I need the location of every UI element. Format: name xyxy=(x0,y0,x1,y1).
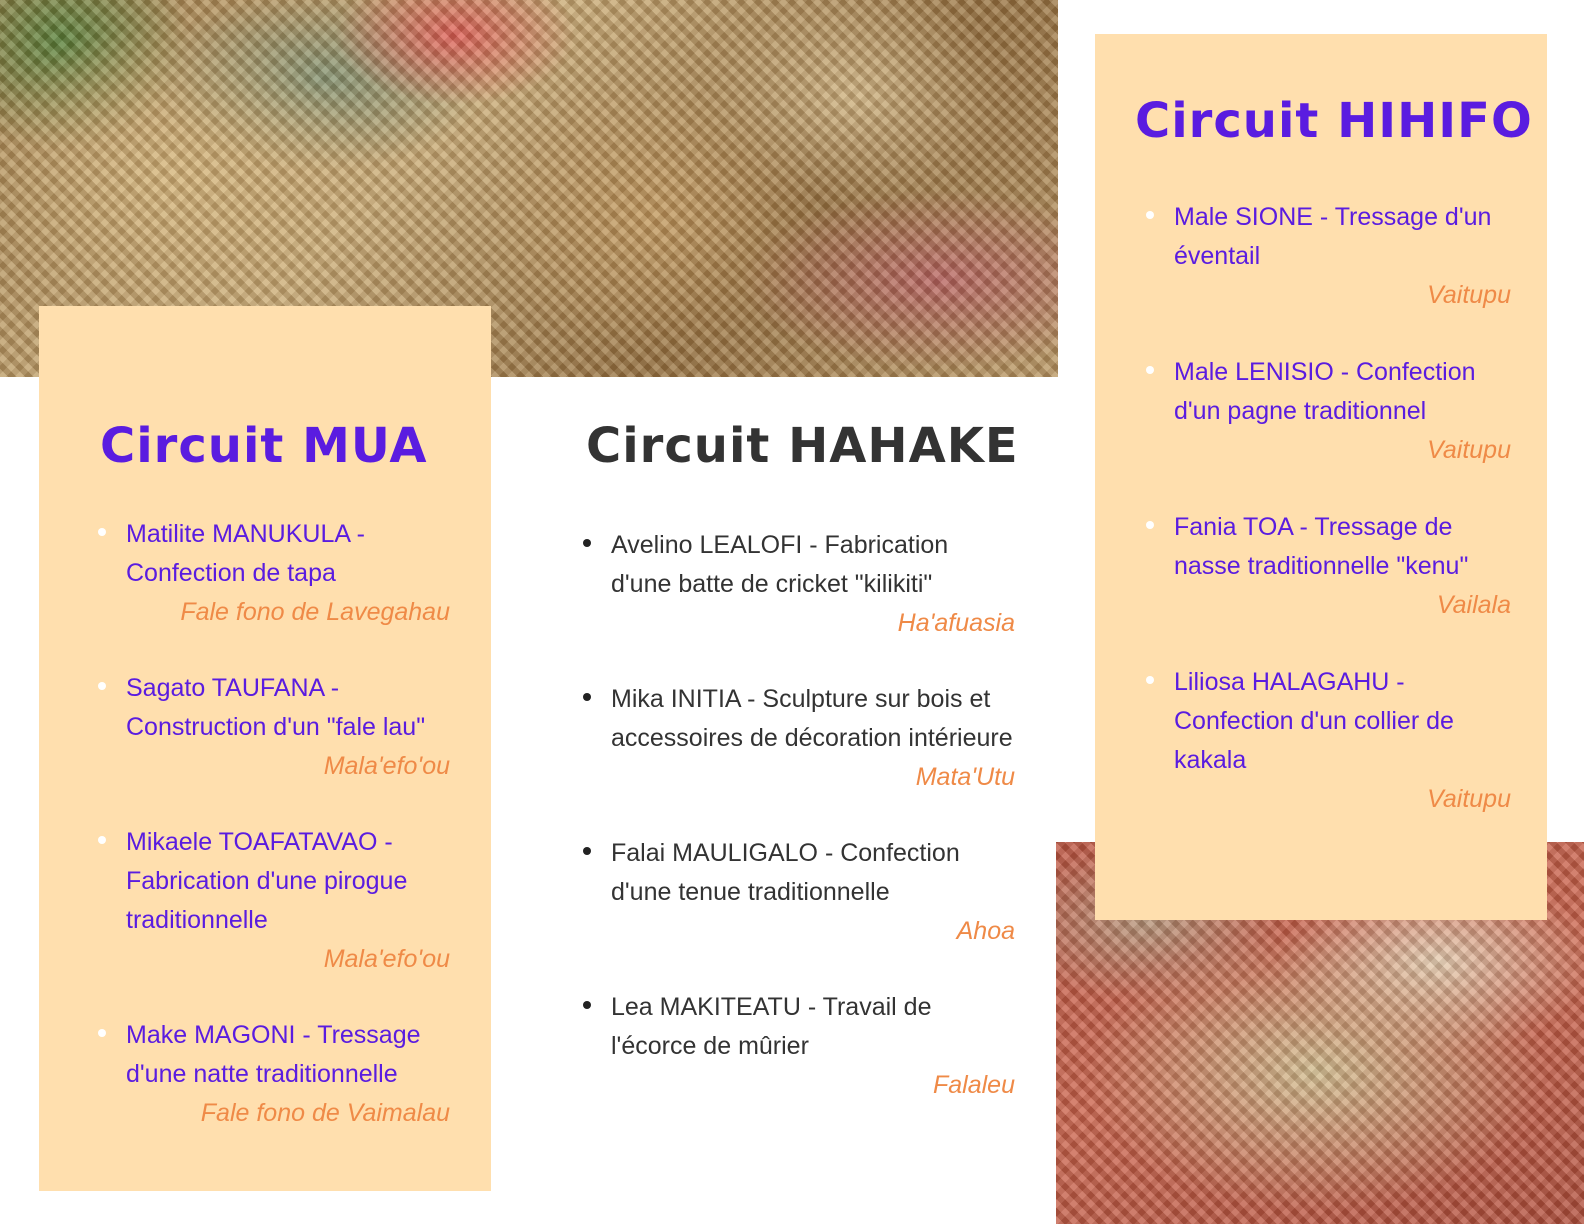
artisan-title: Lea MAKITEATU - Travail de l'écorce de mûrier xyxy=(611,993,932,1060)
bullet-icon xyxy=(98,528,106,536)
bullet-icon xyxy=(98,1029,106,1037)
list-item xyxy=(1146,508,1511,625)
artisan-place: Vaitupu xyxy=(1427,785,1511,813)
list-item xyxy=(583,526,1015,643)
artisan-place: Ahoa xyxy=(956,917,1015,945)
hihifo-title: Circuit HIHIFO xyxy=(1135,93,1533,149)
artisan-place: Falaleu xyxy=(933,1071,1015,1099)
artisan-title: Matilite MANUKULA - Confection de tapa xyxy=(126,520,365,587)
hahake-list xyxy=(583,526,1015,1142)
bullet-icon xyxy=(1146,211,1154,219)
bullet-icon xyxy=(98,682,106,690)
bullet-icon xyxy=(583,539,591,547)
artisan-place: Fale fono de Lavegahau xyxy=(180,598,450,626)
list-item xyxy=(1146,353,1511,470)
list-item xyxy=(1146,198,1511,315)
hahake-title: Circuit HAHAKE xyxy=(586,418,1019,474)
list-item xyxy=(583,834,1015,951)
artisan-place: Ha'afuasia xyxy=(897,609,1015,637)
artisan-title: Fania TOA - Tressage de nasse traditionnelle "kenu" xyxy=(1174,513,1469,580)
mua-list xyxy=(98,515,450,1170)
bullet-icon xyxy=(1146,521,1154,529)
mua-title: Circuit MUA xyxy=(100,418,428,474)
artisan-title: Male SIONE - Tressage d'un éventail xyxy=(1174,203,1492,270)
list-item xyxy=(583,988,1015,1105)
artisan-place: Vaitupu xyxy=(1427,436,1511,464)
bullet-icon xyxy=(583,1001,591,1009)
artisan-place: Mata'Utu xyxy=(915,763,1015,791)
artisan-title: Mika INITIA - Sculpture sur bois et accessoires de décoration intérieure xyxy=(611,685,1013,752)
artisan-title: Mikaele TOAFATAVAO - Fabrication d'une pirogue traditionnelle xyxy=(126,828,408,934)
list-item xyxy=(98,1016,450,1133)
list-item xyxy=(1146,663,1511,819)
bullet-icon xyxy=(1146,676,1154,684)
artisan-title: Male LENISIO - Confection d'un pagne traditionnel xyxy=(1174,358,1476,425)
artisan-title: Avelino LEALOFI - Fabrication d'une batte de cricket "kilikiti" xyxy=(611,531,949,598)
hihifo-list xyxy=(1146,198,1511,857)
list-item xyxy=(583,680,1015,797)
bullet-icon xyxy=(98,836,106,844)
artisan-title: Make MAGONI - Tressage d'une natte traditionnelle xyxy=(126,1021,421,1088)
bullet-icon xyxy=(583,693,591,701)
artisan-title: Falai MAULIGALO - Confection d'une tenue traditionnelle xyxy=(611,839,960,906)
artisan-place: Vailala xyxy=(1436,591,1511,619)
artisan-place: Mala'efo'ou xyxy=(323,752,450,780)
artisan-title: Sagato TAUFANA - Construction d'un "fale lau" xyxy=(126,674,426,741)
list-item xyxy=(98,515,450,632)
list-item xyxy=(98,669,450,786)
artisan-place: Fale fono de Vaimalau xyxy=(200,1099,450,1127)
bullet-icon xyxy=(583,847,591,855)
artisan-title: Liliosa HALAGAHU - Confection d'un collier de kakala xyxy=(1174,668,1454,774)
artisan-place: Mala'efo'ou xyxy=(323,945,450,973)
bullet-icon xyxy=(1146,366,1154,374)
artisan-place: Vaitupu xyxy=(1427,281,1511,309)
list-item xyxy=(98,823,450,979)
